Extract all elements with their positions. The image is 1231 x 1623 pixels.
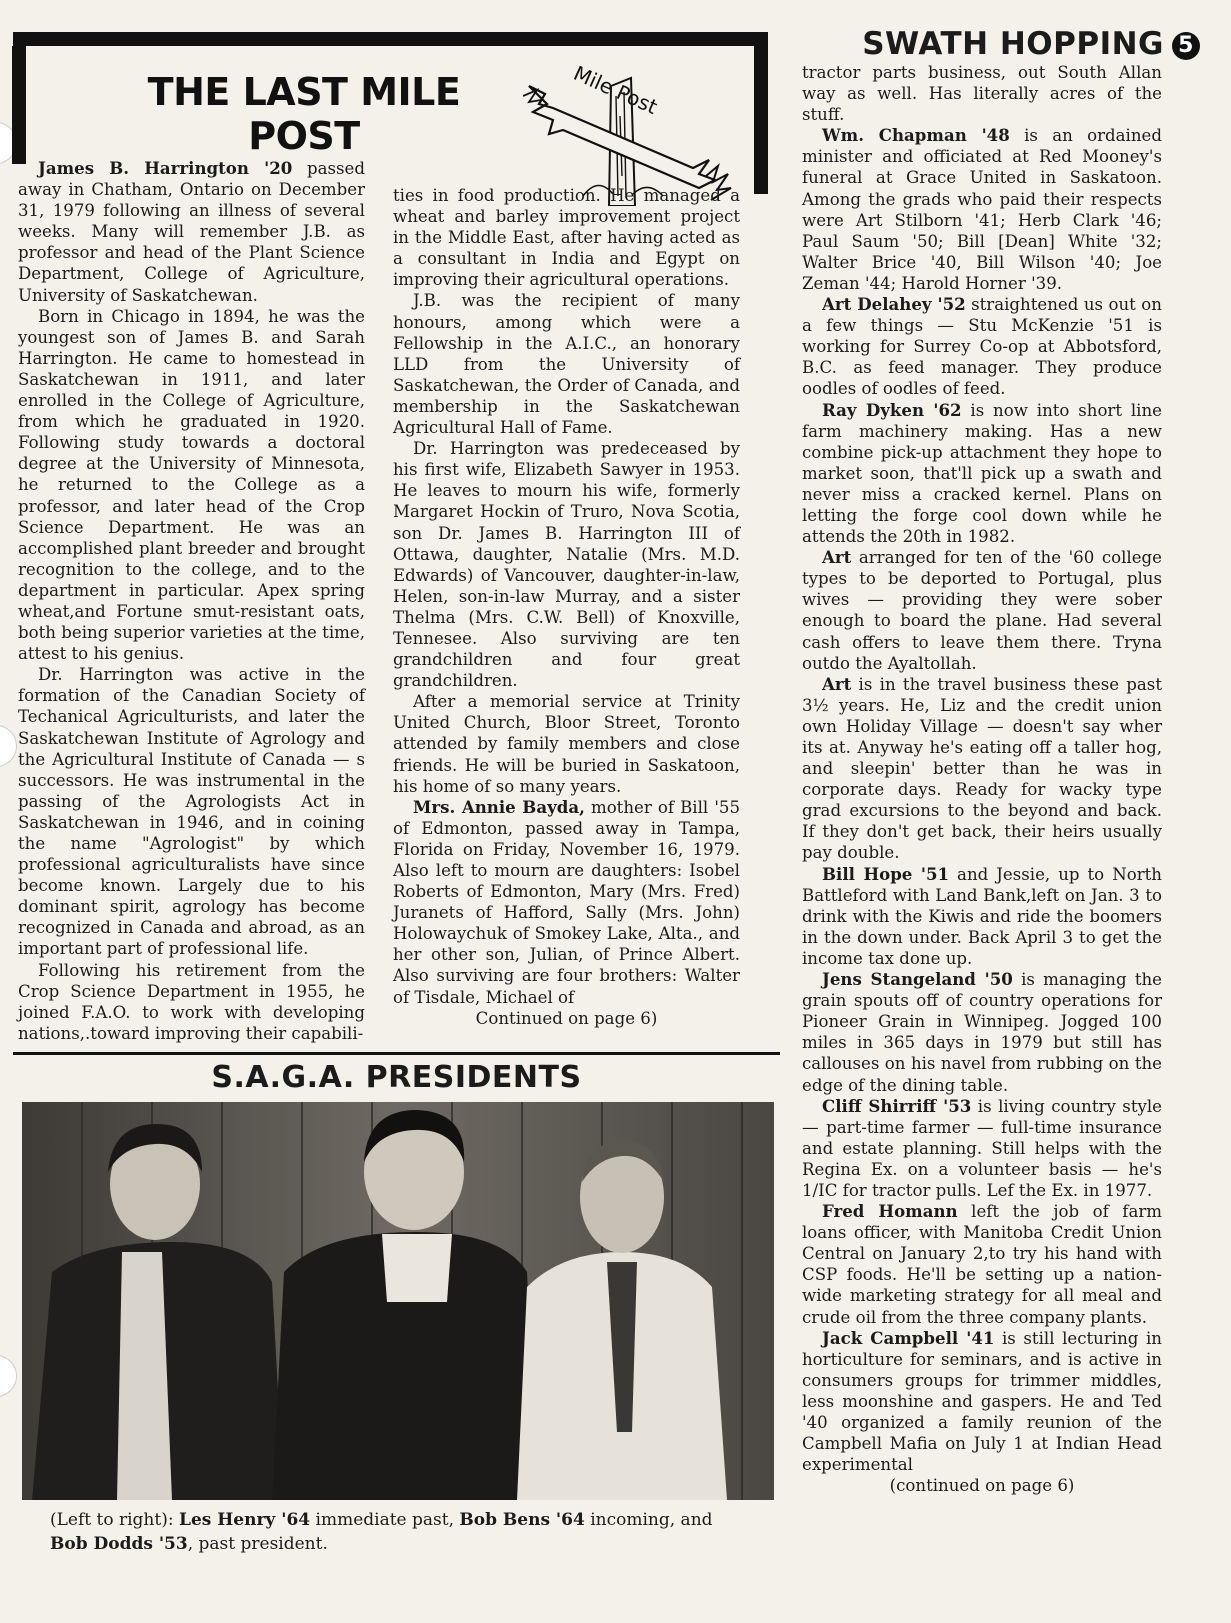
continued-note: (continued on page 6): [889, 1476, 1075, 1496]
last-mile-post-column-1: [18, 158, 365, 1044]
swath-hopping-column: [802, 62, 1162, 1497]
saga-presidents-photo: [22, 1102, 774, 1500]
article-paragraph: Dr. Harrington was active in the formation of the Canadian Society of Techanical Agriculturists, and later the Saskatchewan Institute of Agrology and the Agricultural Institute of Canada — s successors. He was instrumental in the passing of the Agrologists Act in Saskatchewan in 1946, and in coining the name "Agrologist" by which professional agriculturalists have since become known. Largely due to his dominant spirit, agrology has become recognized in Canada and abroad, as an important part of professional life.: [18, 665, 365, 959]
column-paragraph: Cliff Shirriff '53 is living country style — part-time farmer — full-time insurance and estate planning. Still helps with the Regina Ex. on a volunteer basis — he's 1/IC for tractor pulls. Lef the Ex. in 1977.: [802, 1095, 1162, 1200]
column-paragraph: Bill Hope '51 and Jessie, up to North Battleford with Land Bank,left on Jan. 3 to drink with the Kiwis and ride the boomers in the down under. Back April 3 to get the income tax done up.: [802, 863, 1162, 968]
swath-hopping-title: SWATH HOPPING 5: [830, 26, 1200, 62]
article-paragraph: Following his retirement from the Crop Science Department in 1955, he joined F.A.O. to work with developing nations,.toward improving their capabili-: [18, 960, 365, 1043]
title-line-1: THE LAST MILE: [147, 70, 461, 114]
article-paragraph: Born in Chicago in 1894, he was the youngest son of James B. and Sarah Harrington. He came to homestead in Saskatchewan in 1911, and later enrolled in the College of Agriculture, from which he graduated in 1920. Following study towards a doctoral degree at the University of Minnesota, he returned to the College as a professor, and later head of the Crop Science Department. He was an accomplished plant breeder and brought recognition to the college, and to the department in particular. Apex spring wheat,and Fortune smut-resistant oats, both being superior varieties at the time, attest to his genius.: [18, 306, 365, 664]
article-paragraph: Mrs. Annie Bayda, mother of Bill '55 of Edmonton, passed away in Tampa, Florida on Friday, November 16, 1979. Also left to mourn are daughters: Isobel Roberts of Edmonton, Mary (Mrs. Fred) Juranets of Hafford, Sally (Mrs. John) Holowaychuk of Smokey Lake, Alta., and her other son, Julian, of Prince Albert. Also surviving are four brothers: Walter of Tisdale, Michael of: [393, 796, 741, 1007]
column-paragraph: Art Delahey '52 straightened us out on a few things — Stu McKenzie '51 is working for Surrey Co-op at Abbotsford, B.C. as feed manager. They produce oodles of oodles of feed.: [802, 294, 1162, 399]
photo-image: [22, 1102, 774, 1500]
photo-caption: (Left to right): Les Henry '64 immediate past, Bob Bens '64 incoming, and Bob Dodds '53, past president.: [50, 1510, 713, 1554]
mile-post-sign-text: Mile Post: [570, 60, 662, 120]
column-paragraph: Ray Dyken '62 is now into short line farm machinery making. Has a new combine pick-up attachment they hope to market soon, that'll pick up a swath and never miss a cracked kernel. Plans on letting the forge cool down while he attends the 20th in 1982.: [802, 399, 1162, 547]
article-paragraph: After a memorial service at Trinity United Church, Bloor Street, Toronto attended by family members and close friends. He will be buried in Saskatoon, his home of so many years.: [393, 692, 740, 796]
article-paragraph: J.B. was the recipient of many honours, among which were a Fellowship in the A.I.C., an honorary LLD from the University of Saskatchewan, the Order of Canada, and membership in the Saskatchewan Agricultural Hall of Fame.: [393, 291, 740, 438]
column-paragraph: Jens Stangeland '50 is managing the grain spouts off of country operations for Pioneer Grain in Winnipeg. Jogged 100 miles in 365 days in 1979 but still has callouses on his navel from rubbing on the edge of the dining table.: [802, 969, 1162, 1095]
hole-punch: [0, 1355, 17, 1397]
hole-punch: [0, 725, 17, 767]
column-paragraph: Wm. Chapman '48 is an ordained minister and officiated at Red Mooney's funeral at Grace United in Saskatoon. Among the grads who paid their respects were Art Stilborn '41; Herb Clark '46; Paul Saum '50; Bill [Dean] White '32; Walter Brice '40, Bill Wilson '40; Joe Zeman '44; Harold Horner '39.: [802, 125, 1162, 293]
section-divider: [13, 1052, 780, 1055]
article-paragraph: Dr. Harrington was predeceased by his first wife, Elizabeth Sawyer in 1953. He leaves to mourn his wife, formerly Margaret Hockin of Truro, Nova Scotia, son Dr. James B. Harrington III of Ottawa, daughter, Natalie (Mrs. M.D. Edwards) of Vancouver, daughter-in-law, Helen, son-in-law Murray, and a sister Thelma (Mrs. C.W. Bell) of Knoxville, Tennesee. Also surviving are ten grandchildren and four great grandchildren.: [393, 439, 740, 691]
column-paragraph: Art arranged for ten of the '60 college types to be deported to Portugal, plus wives — providing they were sober enough to board the plane. Had several cash offers to leave them there. Tryna outdo the Ayaltollah.: [802, 547, 1162, 673]
article-paragraph: James B. Harrington '20 passed away in Chatham, Ontario on December 31, 1979 following an illness of several weeks. Many will remember J.B. as professor and head of the Plant Science Department, College of Agriculture, University of Saskatchewan.: [18, 158, 365, 305]
saga-presidents-title: S.A.G.A. PRESIDENTS: [211, 1060, 582, 1095]
last-mile-post-column-2: [393, 185, 740, 1030]
column-paragraph: tractor parts business, out South Allan way as well. Has literally acres of the stuff.: [802, 63, 1162, 125]
last-mile-post-title: [109, 70, 499, 158]
mile-post-sign-icon: [523, 56, 733, 206]
column-paragraph: Art is in the travel business these past 3½ years. He, Liz and the credit union own Holiday Village — doesn't say wher its at. Anyway he's eating off a taller hog, and sleepin' better than he was in corporate days. Ready for wacky type grad excursions to the beyond and back. If they don't get back, their heirs usually pay double.: [802, 673, 1162, 863]
title-line-2: POST: [248, 114, 360, 158]
article-paragraph: ties in food production. He managed a wheat and barley improvement project in the Middle East, after having acted as a consultant in India and Egypt on improving their agricultural operations.: [393, 186, 740, 290]
column-paragraph: Fred Homann left the job of farm loans officer, with Manitoba Credit Union Central on January 2,to try his hand with CSP foods. He'll be setting up a nation-wide marketing strategy for all meal and crude oil from the three company plants.: [802, 1201, 1163, 1327]
continued-note: Continued on page 6): [475, 1008, 658, 1028]
column-paragraph: Jack Campbell '41 is still lecturing in horticulture for seminars, and is active in consumers groups for trimmer middles, less moonshine and gaspers. He and Ted '40 organized a family reunion of the Campbell Mafia on July 1 at Indian Head experimental: [802, 1327, 1162, 1475]
header-rule: [12, 46, 26, 164]
page-number-badge: 5: [1172, 32, 1200, 60]
